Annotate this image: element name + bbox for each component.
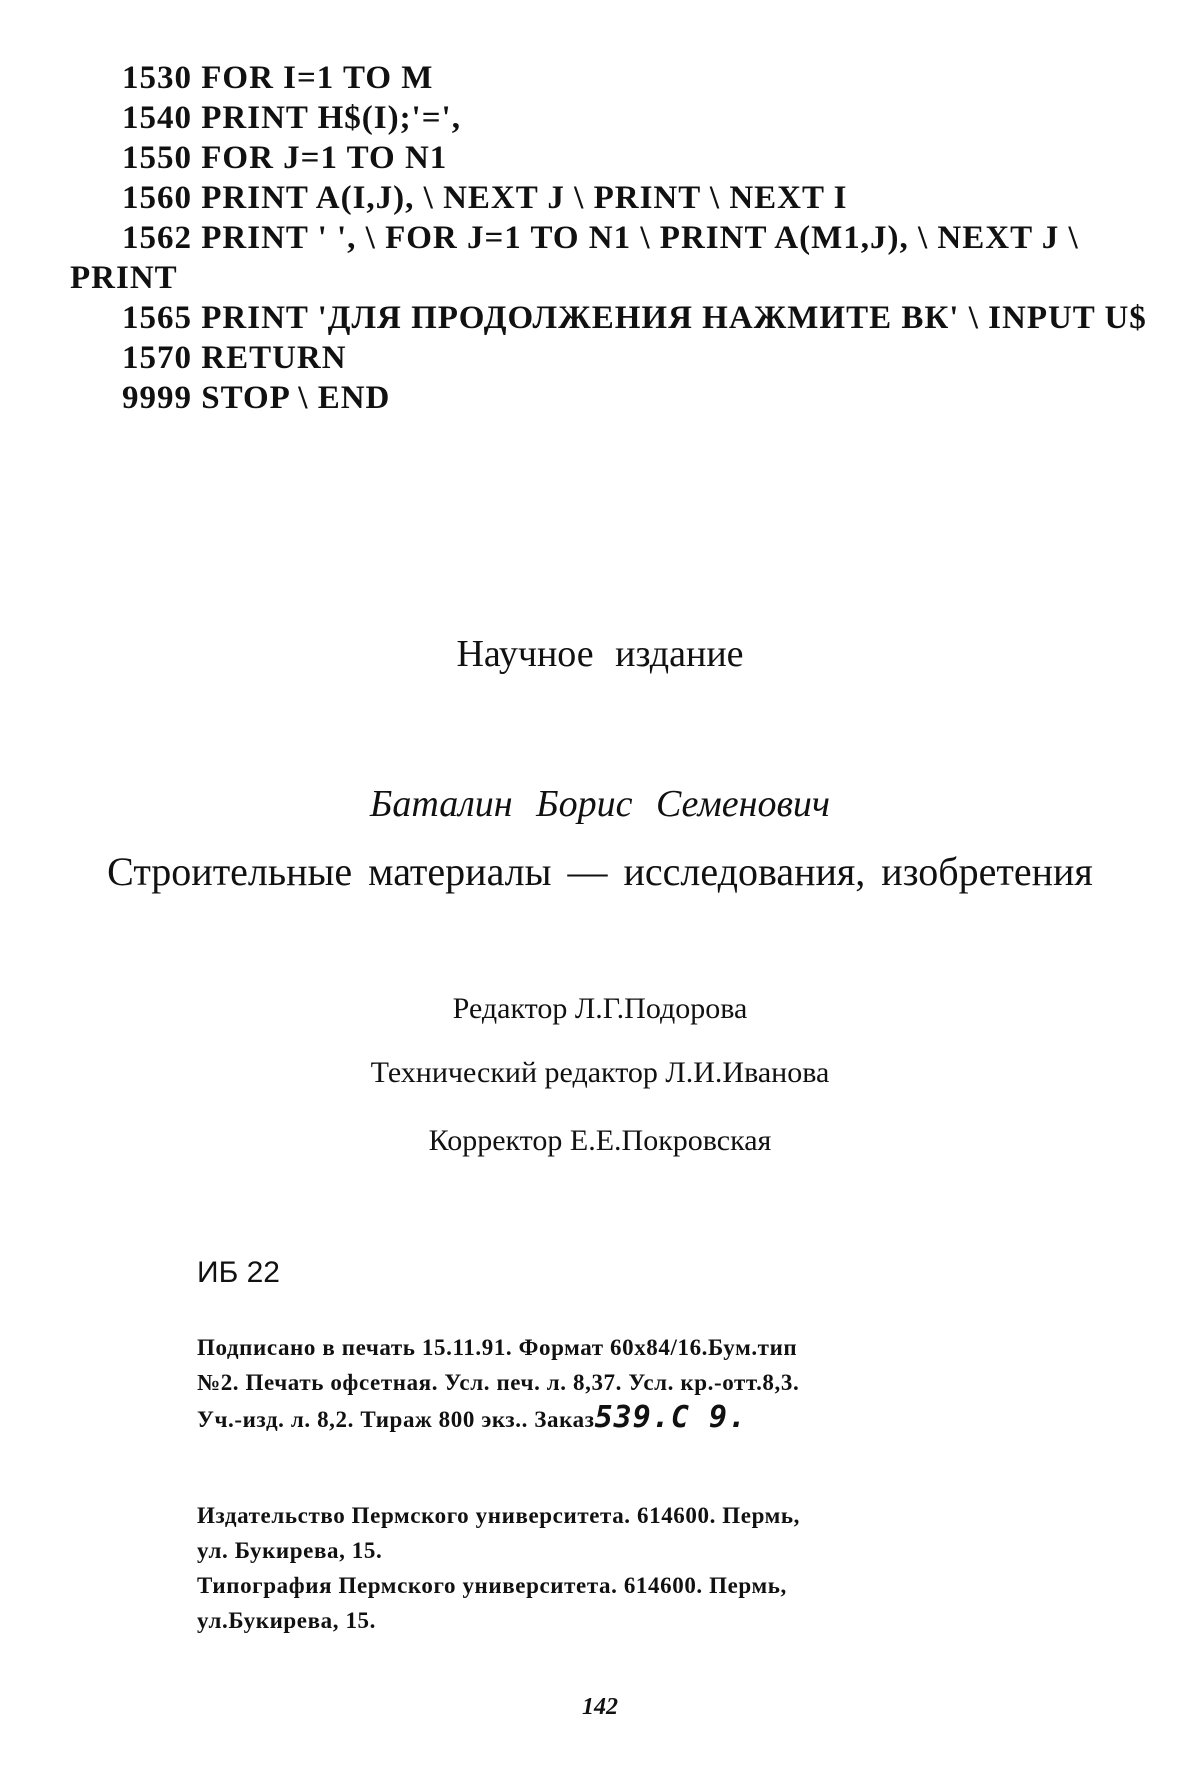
basic-code-listing [70, 58, 1150, 418]
imprint-line-text: Уч.-изд. л. 8,2. Тираж 800 экз.. Заказ [197, 1407, 595, 1432]
imprint-block [197, 1330, 1057, 1437]
author-name: Баталин Борис Семенович [369, 783, 831, 825]
handwritten-order-number: 539.С 9. [594, 1400, 748, 1435]
editor-credit: Редактор Л.Г.Подорова [452, 992, 748, 1025]
book-title: Строительные материалы — исследования, изобретения [107, 849, 1093, 894]
publisher-line: ул. Букирева, 15. [197, 1538, 383, 1563]
page-number: 142 [582, 1694, 618, 1720]
code-line: 1565 PRINT 'ДЛЯ ПРОДОЛЖЕНИЯ НАЖМИТЕ ВК' \ INPUT U$ [122, 300, 1147, 336]
code-line: 1562 PRINT ' ', \ FOR J=1 TO N1 \ PRINT A(M1,J), \ NEXT J \ PRINT [70, 220, 1088, 296]
code-line: 1550 FOR J=1 TO N1 [122, 140, 448, 176]
imprint-line [197, 1400, 1057, 1437]
tech-editor-credit: Технический редактор Л.И.Иванова [370, 1056, 830, 1089]
publisher-line: Издательство Пермского университета. 614600. Пермь, [197, 1503, 801, 1528]
edition-kind: Научное издание [456, 633, 744, 675]
code-line: 1560 PRINT A(I,J), \ NEXT J \ PRINT \ NEXT I [122, 180, 848, 216]
printing-house-line: ул.Букирева, 15. [197, 1608, 376, 1633]
publisher-block [197, 1498, 1057, 1638]
ib-number: ИБ 22 [197, 1256, 280, 1289]
proofreader-credit: Корректор Е.Е.Покровская [428, 1124, 772, 1157]
imprint-line: №2. Печать офсетная. Усл. печ. л. 8,37. Усл. кр.-отт.8,3. [197, 1370, 800, 1395]
code-line: 9999 STOP \ END [122, 380, 391, 416]
imprint-line: Подписано в печать 15.11.91. Формат 60x84/16.Бум.тип [197, 1335, 798, 1360]
code-line: 1530 FOR I=1 TO M [122, 60, 434, 96]
printing-house-line: Типография Пермского университета. 614600. Пермь, [197, 1573, 787, 1598]
code-line: 1540 PRINT H$(I);'=', [122, 100, 461, 136]
code-line: 1570 RETURN [122, 340, 347, 376]
